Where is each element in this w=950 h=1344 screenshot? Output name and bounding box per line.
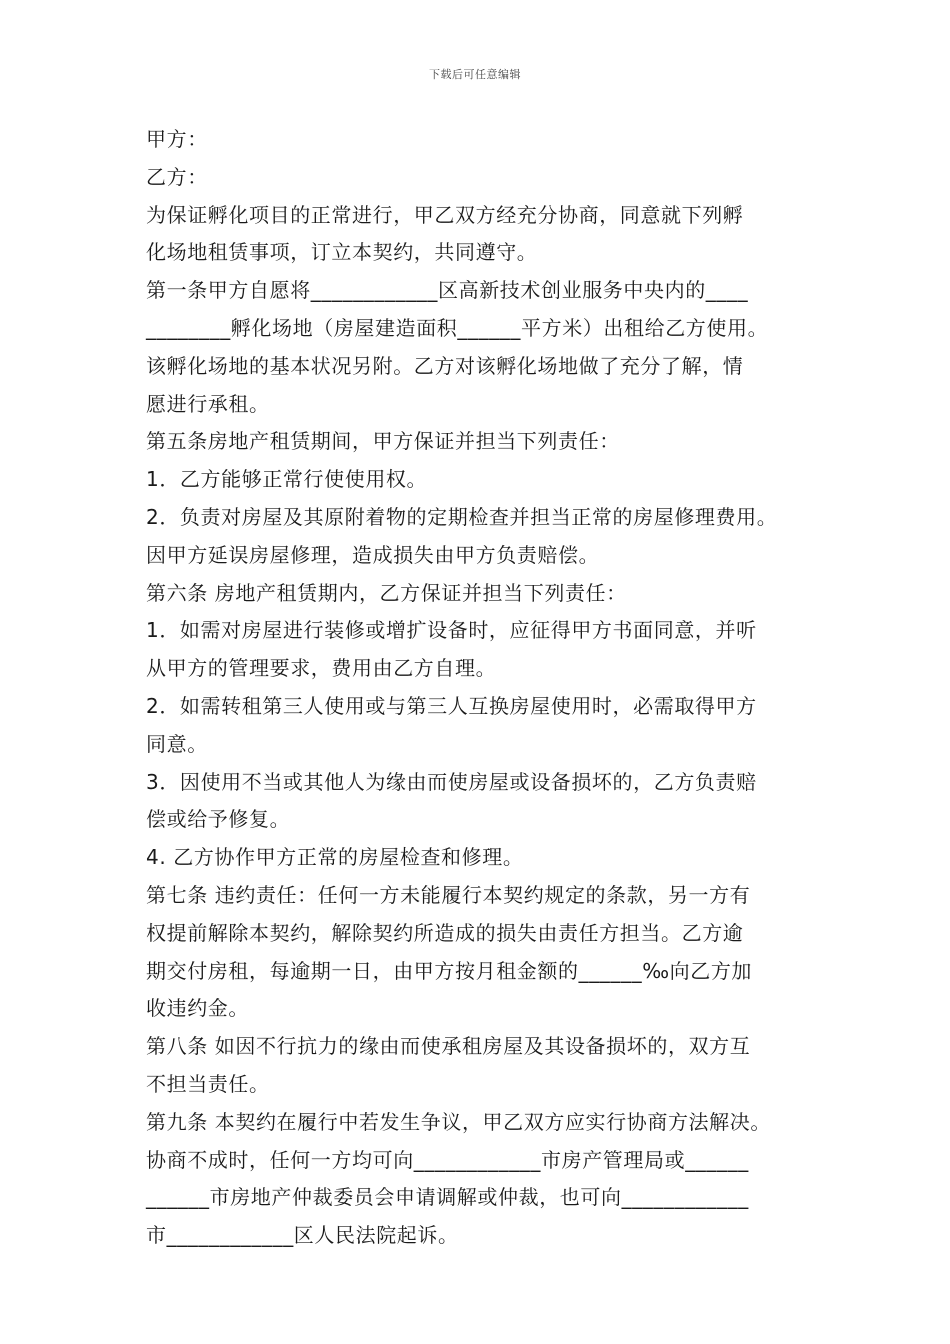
- preamble-line: 为保证孵化项目的正常进行，甲乙双方经充分协商，同意就下列孵: [146, 202, 744, 227]
- article-1-line: 愿进行承租。: [146, 391, 270, 416]
- article-6-item: 从甲方的管理要求，费用由乙方自理。: [146, 656, 497, 681]
- article-1-line: 第一条甲方自愿将____________区高新技术创业服务中央内的____: [146, 278, 749, 303]
- article-7-line: 权提前解除本契约，解除契约所造成的损失由责任方担当。乙方逾: [146, 920, 744, 945]
- article-8-line: 第八条 如因不行抗力的缘由而使承租房屋及其设备损坏的，双方互: [146, 1034, 751, 1059]
- article-6-item: 4. 乙方协作甲方正常的房屋检查和修理。: [146, 845, 524, 870]
- article-9-line: 第九条 本契约在履行中若发生争议，甲乙双方应实行协商方法解决。: [146, 1109, 771, 1134]
- party-b-line: 乙方：: [146, 164, 208, 189]
- article-1-line: 该孵化场地的基本状况另附。乙方对该孵化场地做了充分了解，情: [146, 353, 744, 378]
- article-6-item: 1．如需对房屋进行装修或增扩设备时，应征得甲方书面同意，并听: [146, 618, 757, 643]
- page-header: 下载后可任意编辑: [429, 68, 521, 81]
- article-5-item: 因甲方延误房屋修理，造成损失由甲方负责赔偿。: [146, 542, 600, 567]
- article-8-line: 不担当责任。: [146, 1071, 270, 1096]
- article-5-heading: 第五条房地产租赁期间，甲方保证并担当下列责任：: [146, 429, 620, 454]
- article-7-line: 期交付房租，每逾期一日，由甲方按月租金额的______‰向乙方加: [146, 958, 753, 983]
- article-6-item: 偿或给予修复。: [146, 807, 291, 832]
- article-5-item: 2．负责对房屋及其原附着物的定期检查并担当正常的房屋修理费用。: [146, 504, 778, 529]
- article-7-line: 第七条 违约责任：任何一方未能履行本契约规定的条款，另一方有: [146, 882, 751, 907]
- article-6-heading: 第六条 房地产租赁期内，乙方保证并担当下列责任：: [146, 580, 627, 605]
- preamble-line: 化场地租赁事项，订立本契约，共同遵守。: [146, 240, 538, 265]
- article-9-line: 协商不成时，任何一方均可向____________市房产管理局或______: [146, 1147, 749, 1172]
- article-6-item: 3．因使用不当或其他人为缘由而使房屋或设备损坏的，乙方负责赔: [146, 769, 757, 794]
- article-9-line: ______市房地产仲裁委员会申请调解或仲裁，也可向____________: [146, 1185, 749, 1210]
- article-7-line: 收违约金。: [146, 996, 249, 1021]
- article-6-item: 同意。: [146, 731, 208, 756]
- article-6-item: 2．如需转租第三人使用或与第三人互换房屋使用时，必需取得甲方: [146, 693, 757, 718]
- article-9-line: 市____________区人民法院起诉。: [146, 1223, 459, 1248]
- party-a-line: 甲方：: [146, 127, 208, 151]
- article-5-item: 1．乙方能够正常行使使用权。: [146, 467, 428, 492]
- document-body: [146, 121, 826, 1255]
- article-1-line: ________孵化场地（房屋建造面积______平方米）出租给乙方使用。: [146, 315, 769, 340]
